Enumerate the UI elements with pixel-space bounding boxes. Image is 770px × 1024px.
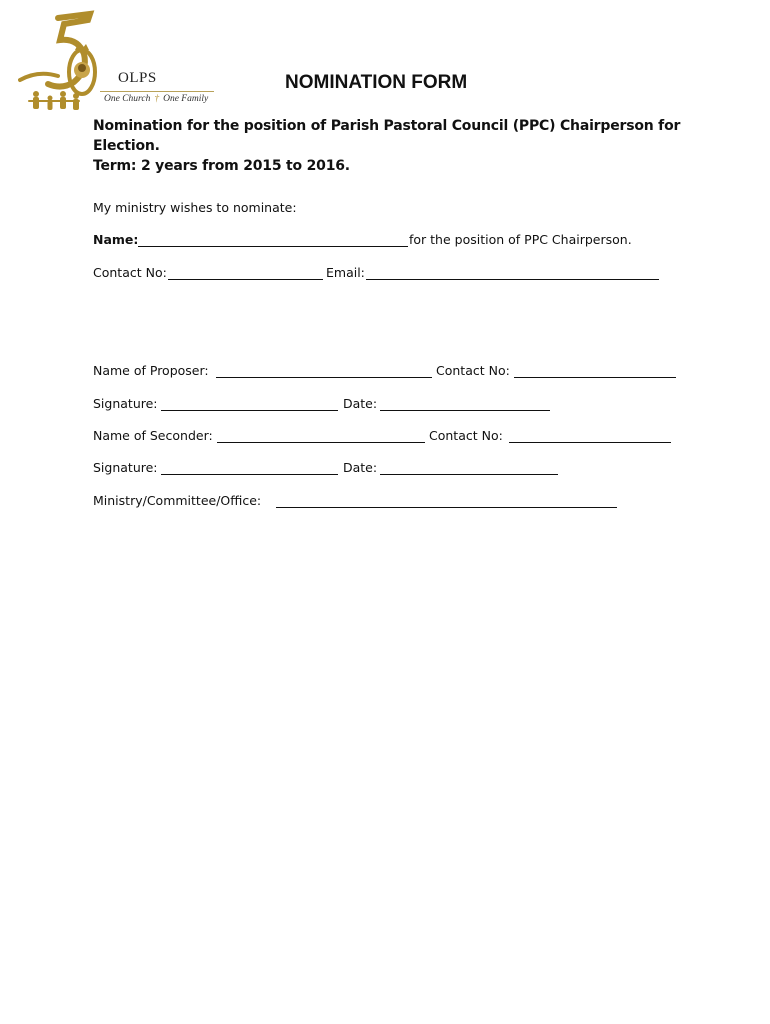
ministry-field[interactable]	[276, 507, 617, 508]
intro-line-1: Nomination for the position of Parish Pastoral Council (PPC) Chairperson for	[93, 118, 681, 134]
cross-icon: †	[154, 94, 160, 104]
seconder-contact-field[interactable]	[509, 442, 671, 443]
ministry-nominate-text: My ministry wishes to nominate:	[93, 200, 297, 215]
tagline-left: One Church	[104, 94, 151, 104]
seconder-date-field[interactable]	[380, 474, 558, 475]
org-name: OLPS	[118, 70, 157, 86]
page-title: NOMINATION FORM	[285, 72, 468, 93]
intro-line-2: Election.	[93, 138, 160, 154]
seconder-contact-label: Contact No:	[429, 428, 503, 443]
tagline-right: One Family	[163, 94, 209, 104]
contact-field[interactable]	[168, 279, 323, 280]
email-field[interactable]	[366, 279, 659, 280]
proposer-signature-label: Signature:	[93, 396, 158, 411]
ministry-label: Ministry/Committee/Office:	[93, 493, 262, 508]
proposer-contact-field[interactable]	[514, 377, 676, 378]
proposer-date-field[interactable]	[380, 410, 550, 411]
seconder-signature-label: Signature:	[93, 460, 158, 475]
name-suffix: for the position of PPC Chairperson.	[409, 232, 632, 247]
name-field[interactable]	[138, 246, 408, 247]
name-label: Name:	[93, 232, 139, 247]
proposer-contact-label: Contact No:	[436, 363, 510, 378]
intro-block	[93, 116, 693, 176]
proposer-signature-field[interactable]	[161, 410, 338, 411]
proposer-name-field[interactable]	[216, 377, 432, 378]
seconder-date-label: Date:	[343, 460, 378, 475]
seconder-signature-field[interactable]	[161, 474, 338, 475]
email-label: Email:	[326, 265, 365, 280]
olps-50th-logo	[18, 10, 98, 120]
seconder-label: Name of Seconder:	[93, 428, 213, 443]
org-divider	[100, 91, 214, 92]
proposer-date-label: Date:	[343, 396, 378, 411]
seconder-name-field[interactable]	[217, 442, 425, 443]
org-tagline	[104, 94, 208, 104]
contact-label: Contact No:	[93, 265, 167, 280]
proposer-label: Name of Proposer:	[93, 363, 209, 378]
intro-line-3: Term: 2 years from 2015 to 2016.	[93, 158, 350, 174]
